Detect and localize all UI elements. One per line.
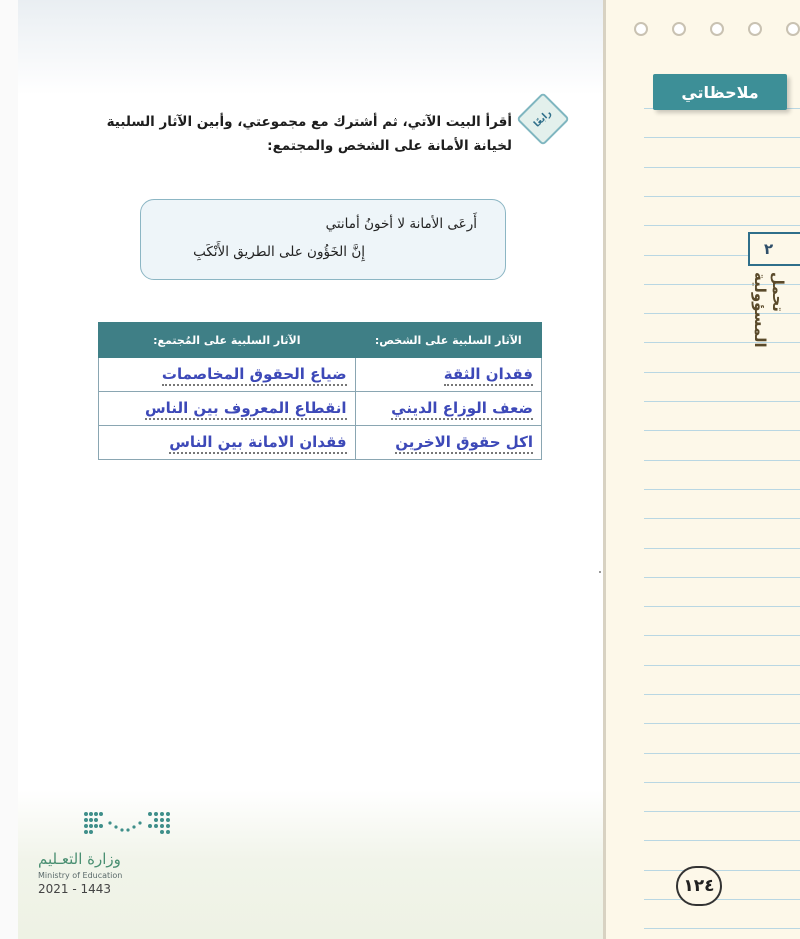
notes-ruled-line — [644, 870, 800, 871]
chapter-number: ٢ — [748, 232, 800, 266]
activity-badge-label: رابعًا — [532, 108, 554, 130]
poem-verse-2: إِنَّ الخَؤُون على الطريق الأَنْكَبِ — [193, 244, 365, 260]
activity-instruction: أقرأ البيت الآتي، ثم أشترك مع مجموعتي، وأبين الآثار السلبية لخيانة الأمانة على الشخص والمجتمع: — [106, 114, 512, 154]
notes-ruled-line — [644, 694, 800, 695]
handwritten-answer: فقدان الثقة — [444, 365, 533, 386]
binder-hole — [786, 22, 800, 36]
ministry-name-arabic: وزارة التعـليم — [38, 850, 121, 868]
notes-ruled-line — [644, 137, 800, 138]
notes-ruled-line — [644, 782, 800, 783]
notes-ruled-line — [644, 518, 800, 519]
notes-ruled-line — [644, 723, 800, 724]
poem-verse-1: أَرعَى الأمانة لا أخونُ أمانتي — [325, 216, 477, 232]
ministry-name-english: Ministry of Education — [38, 871, 123, 880]
notes-ruled-line — [644, 665, 800, 666]
ministry-logo-icon — [80, 806, 180, 844]
notes-ruled-line — [644, 928, 800, 929]
notes-ruled-line — [644, 811, 800, 812]
notes-ruled-line — [644, 840, 800, 841]
poem-box — [140, 199, 506, 280]
notes-ruled-line — [644, 753, 800, 754]
binder-hole — [748, 22, 762, 36]
notes-ruled-line — [644, 460, 800, 461]
chapter-vertical-title: تحمل المسؤولية — [751, 272, 787, 348]
notes-ruled-line — [644, 635, 800, 636]
header-effects-on-person: الآثار السلبية على الشخص: — [355, 323, 541, 358]
society-effect-cell[interactable] — [99, 358, 356, 392]
page-left-margin — [0, 0, 18, 939]
person-effect-cell[interactable] — [355, 392, 541, 426]
notes-ruled-line — [644, 548, 800, 549]
society-effect-cell[interactable] — [99, 392, 356, 426]
negative-effects-table — [98, 322, 542, 460]
table-row — [99, 358, 542, 392]
header-effects-on-society: الآثار السلبية على المُجتمع: — [99, 323, 356, 358]
binder-hole — [672, 22, 686, 36]
notes-ruled-line — [644, 577, 800, 578]
notes-ruled-line — [644, 196, 800, 197]
handwritten-answer: انقطاع المعروف بين الناس — [145, 399, 347, 420]
notes-page — [603, 0, 800, 939]
notes-ruled-line — [644, 167, 800, 168]
table-header-row — [99, 323, 542, 358]
edition-year: 2021 - 1443 — [38, 882, 112, 896]
handwritten-answer: ضياع الحقوق المخاصمات — [162, 365, 347, 386]
notes-ruled-line — [644, 225, 800, 226]
table-row — [99, 426, 542, 460]
binder-hole — [710, 22, 724, 36]
page-number: ١٢٤ — [676, 866, 722, 906]
handwritten-answer: فقدان الامانة بين الناس — [169, 433, 346, 454]
table-row — [99, 392, 542, 426]
notes-ruled-line — [644, 430, 800, 431]
person-effect-cell[interactable] — [355, 426, 541, 460]
stray-mark — [599, 571, 601, 573]
society-effect-cell[interactable] — [99, 426, 356, 460]
handwritten-answer: اكل حقوق الاخرين — [395, 433, 533, 454]
notes-ruled-line — [644, 489, 800, 490]
notes-ruled-line — [644, 401, 800, 402]
notes-ruled-line — [644, 606, 800, 607]
person-effect-cell[interactable] — [355, 358, 541, 392]
notes-tab: ملاحظاتي — [653, 74, 787, 110]
notes-ruled-line — [644, 899, 800, 900]
handwritten-answer: ضعف الوزاع الديني — [391, 399, 533, 420]
binder-hole — [634, 22, 648, 36]
